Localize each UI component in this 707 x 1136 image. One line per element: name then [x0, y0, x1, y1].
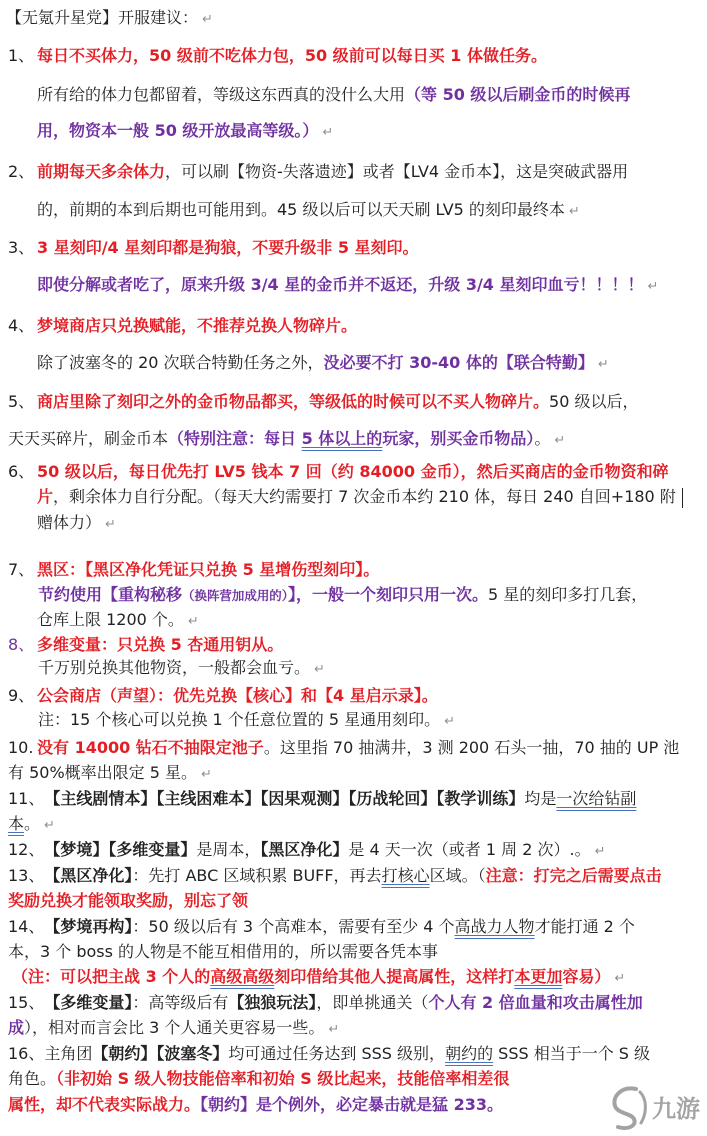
text-run: 【朝约】是个例外，必定暴击就是猛 233。 — [200, 1095, 503, 1114]
text-run: ），相对而言会比 3 个人通关更容易一些。 — [24, 1018, 325, 1037]
text-run: 50 级以后，每日优先打 LV5 钱本 7 回（约 84000 金币），然后买商店的金币物资和碎 — [37, 462, 669, 481]
text-run: 【梦境再构】 — [44, 917, 133, 936]
text-run: 刻印借给其他人提高属性，这样打 — [274, 967, 515, 986]
paragraph-mark: ↵ — [105, 517, 116, 532]
text-run: （非初始 S 级人物技能倍率和初始 S 级比起来，技能倍率相差很 — [56, 1069, 510, 1088]
advice-item-first-line — [8, 788, 636, 810]
advice-item-first-line — [8, 839, 605, 861]
advice-item-first-line — [8, 865, 662, 887]
advice-item-line — [37, 84, 630, 106]
text-run: 【多维变量】 — [44, 993, 133, 1012]
text-run: 5 体以上的 — [301, 429, 383, 448]
text-run: 本更加 — [514, 967, 563, 986]
text-run: 梦境商店只兑换赋能，不推荐兑换人物碎片。 — [37, 316, 358, 335]
advice-item-line — [37, 274, 658, 296]
text-run: （等 50 级以后刷金币的时候再 — [405, 85, 631, 104]
text-run: 主角团 — [44, 1044, 93, 1063]
text-run: 打核心 — [381, 866, 430, 885]
text-run: 属性，却不代表实际战力。 — [8, 1095, 201, 1114]
text-run: （换阵营加成用的） — [182, 588, 288, 603]
text-run: 【朝约】【波塞冬】 — [92, 1044, 229, 1063]
item-number: 9、 — [8, 686, 35, 705]
paragraph-mark: ↵ — [202, 12, 213, 27]
text-run: 一次给钻副 — [556, 789, 637, 808]
advice-item-first-line — [8, 391, 638, 413]
text-run: 仓库上限 1200 个。 — [37, 610, 184, 629]
advice-item-first-line — [8, 559, 379, 581]
item-number: 13、 — [8, 866, 45, 885]
text-run: ，剩余体力自行分配。（每天大约需要打 7 次金币本约 210 体，每日 240 自回+180 附 — [53, 487, 676, 506]
text-run: ：先打 ABC 区域积累 BUFF，再去 — [132, 866, 382, 885]
text-run: 有 50%概率出限定 5 星。 — [8, 763, 198, 782]
paragraph-mark: ↵ — [597, 357, 609, 372]
text-run: 注意：打完之后需要点击 — [485, 866, 662, 885]
text-run: 片 — [37, 487, 54, 506]
text-run: 所有给的体力包都留着，等级这东西真的没什么大用 — [37, 85, 406, 104]
text-run: 【独狼玩法】 — [228, 993, 317, 1012]
text-run: 【黑区净化】 — [44, 866, 133, 885]
item-number: 6、 — [8, 462, 35, 481]
text-run: 。 — [534, 429, 551, 448]
text-run: 每日不买体力，50 级前不吃体力包，50 级前可以每日买 1 体做任务。 — [37, 46, 547, 65]
text-run: 【主线剧情本】【主线困难本】【因果观测】【历战轮回】【教学训练】 — [44, 789, 525, 808]
text-run: 是周本， — [196, 840, 261, 859]
advice-item-line — [37, 352, 609, 374]
advice-item-line — [37, 609, 199, 631]
text-run: 多维变量：只兑换 5 杏通用钥从。 — [37, 635, 284, 654]
text-run: 高战力人物 — [454, 917, 535, 936]
advice-item-line — [8, 428, 565, 450]
text-run: ：50 级以后有 3 个高难本，需要有至少 4 个 — [132, 917, 455, 936]
text-run: 】，一般一个刻印只用一次。 — [288, 585, 489, 604]
advice-item-first-line — [8, 1043, 650, 1065]
text-run: 节约使用【重构秘移 — [38, 585, 183, 604]
item-number: 4、 — [8, 316, 35, 335]
text-run: 千万别兑换其他物资，一般都会血亏。 — [38, 658, 311, 677]
advice-item-first-line — [8, 461, 669, 483]
text-run: 注：15 个核心可以兑换 1 个任意位置的 5 星通用刻印。 — [38, 710, 441, 729]
text-run: 前期每天多余体力 — [37, 162, 166, 181]
item-number: 8、 — [8, 635, 35, 654]
text-run: 【黑区净化】 — [260, 840, 349, 859]
text-run: 用，物资本一般 50 级开放最高等级。） — [37, 121, 319, 140]
text-run: 商店里除了刻印之外的金币物品都买，等级低的时候可以不买人物碎片。 — [37, 392, 550, 411]
advice-item-line — [38, 657, 325, 679]
item-number: 15、 — [8, 993, 45, 1012]
text-run: （注：可以把主战 3 个人的 — [12, 967, 211, 986]
advice-item-line — [8, 1068, 509, 1090]
text-run: 黑区：【黑区净化凭证只兑换 5 星增伤型刻印】。 — [37, 560, 380, 579]
text-run: 高级高级 — [210, 967, 275, 986]
item-number: 5、 — [8, 392, 35, 411]
text-run: （特别注意：每日 — [168, 429, 302, 448]
text-run: 奖励兑换才能领取奖励，别忘了领 — [8, 891, 249, 910]
text-run: 区域。（ — [429, 866, 486, 885]
text-run: 没必要不打 30-40 体的【联合特勤】 — [323, 353, 594, 372]
advice-item-line — [12, 966, 625, 988]
watermark-logo-text: 九游 — [652, 1095, 700, 1123]
text-run: SSS 相当于一个 S 级 — [493, 1044, 651, 1063]
paragraph-mark: ↵ — [594, 844, 606, 859]
text-run: 均可通过任务达到 SSS 级别， — [228, 1044, 446, 1063]
advice-item-line — [8, 941, 438, 963]
paragraph-mark: ↵ — [201, 767, 212, 782]
advice-item-line — [37, 120, 333, 142]
text-run: 个人有 2 倍血量和攻击属性加 — [428, 993, 643, 1012]
text-run: 是 4 天一次（或者 1 周 2 次）.。 — [348, 840, 591, 859]
advice-item-line — [38, 709, 455, 731]
text-run: 【无氪升星党】开服建议： — [6, 8, 199, 27]
text-run: 角色。 — [8, 1069, 57, 1088]
advice-item-first-line — [8, 685, 438, 707]
item-number: 16、 — [8, 1044, 45, 1063]
text-run: 50 级以后， — [549, 392, 639, 411]
text-run: 3 星刻印/4 星刻印都是狗狼，不要升级非 5 星刻印。 — [37, 238, 419, 257]
logo-arc-icon — [640, 1092, 645, 1123]
paragraph-mark: ↵ — [554, 433, 566, 448]
paragraph-mark: ↵ — [328, 1022, 340, 1037]
text-run: 的，前期的本到后期也可能用到。45 级以后可以天天刷 LV5 的刻印最终本 — [37, 200, 565, 219]
paragraph-mark: ↵ — [568, 204, 580, 219]
paragraph-mark: ↵ — [187, 614, 199, 629]
text-run: ，即单挑通关（ — [316, 993, 429, 1012]
advice-item-line — [8, 1094, 503, 1116]
advice-item-line — [38, 584, 647, 606]
text-run: 朝约的 — [445, 1044, 494, 1063]
advice-item-first-line — [8, 634, 283, 656]
advice-item-first-line — [8, 237, 419, 259]
advice-item-first-line — [8, 737, 679, 759]
text-run: 即使分解或者吃了，原来升级 3/4 星的金币并不返还，升级 3/4 星刻印血亏！！！！ — [37, 275, 644, 294]
paragraph-mark: ↵ — [614, 971, 626, 986]
advice-item-line — [8, 813, 55, 835]
text-run: 本 — [8, 814, 25, 833]
text-run: 成 — [8, 1018, 25, 1037]
item-number: 11、 — [8, 789, 45, 808]
logo-swirl-icon — [614, 1088, 636, 1128]
advice-item-first-line — [8, 45, 547, 67]
advice-item-line — [8, 890, 248, 912]
text-run: 没有 14000 钻石不抽限定池子 — [37, 738, 264, 757]
paragraph-mark: ↵ — [322, 125, 334, 140]
text-run: 除了波塞冬的 20 次联合特勤任务之外， — [37, 353, 324, 372]
text-run: 5 星的刻印多打几套， — [488, 585, 648, 604]
item-number: 7、 — [8, 560, 35, 579]
advice-item-line — [37, 486, 683, 508]
item-number: 10. — [8, 738, 34, 757]
item-number: 3、 — [8, 238, 35, 257]
text-run: 天天买碎片，刷金币本 — [8, 429, 169, 448]
advice-item-line — [37, 199, 580, 221]
text-run: 【梦境】【多维变量】 — [44, 840, 197, 859]
paragraph-mark: ↵ — [44, 818, 55, 833]
text-run: 公会商店（声望）：优先兑换【核心】和【4 星启示录】。 — [37, 686, 438, 705]
text-run: 赠体力） — [37, 513, 102, 532]
item-number: 12、 — [8, 840, 45, 859]
text-run: 。 — [24, 814, 41, 833]
text-run: ：高等级后有 — [132, 993, 229, 1012]
text-run: 本，3 个 boss 的人物是不能互相借用的，所以需要各凭本事 — [8, 942, 439, 961]
text-run: 。这里指 70 抽满井，3 测 200 石头一抽，70 抽的 UP 池 — [263, 738, 680, 757]
paragraph-mark: ↵ — [444, 714, 455, 729]
text-run: 才能打通 2 个 — [534, 917, 635, 936]
advice-item-line — [8, 762, 212, 784]
item-number: 14、 — [8, 917, 45, 936]
text-run: 均是 — [524, 789, 557, 808]
watermark-logo — [606, 1082, 704, 1132]
advice-item-first-line — [8, 161, 628, 183]
advice-item-line — [37, 512, 116, 534]
advice-item-first-line — [8, 992, 643, 1014]
text-run: ，可以刷【物资-失落遗迹】或者【LV4 金币本】，这是突破武器用 — [165, 162, 629, 181]
item-number: 1、 — [8, 46, 35, 65]
advice-item-first-line — [8, 916, 635, 938]
paragraph-mark: ↵ — [647, 279, 659, 294]
paragraph-mark: ↵ — [314, 662, 325, 677]
document-title — [6, 7, 213, 29]
text-cursor — [682, 488, 683, 508]
text-run: 容易） — [562, 967, 611, 986]
advice-item-first-line — [8, 315, 357, 337]
item-number: 2、 — [8, 162, 35, 181]
advice-item-line — [8, 1017, 339, 1039]
text-run: 玩家，别买金币物品） — [382, 429, 535, 448]
